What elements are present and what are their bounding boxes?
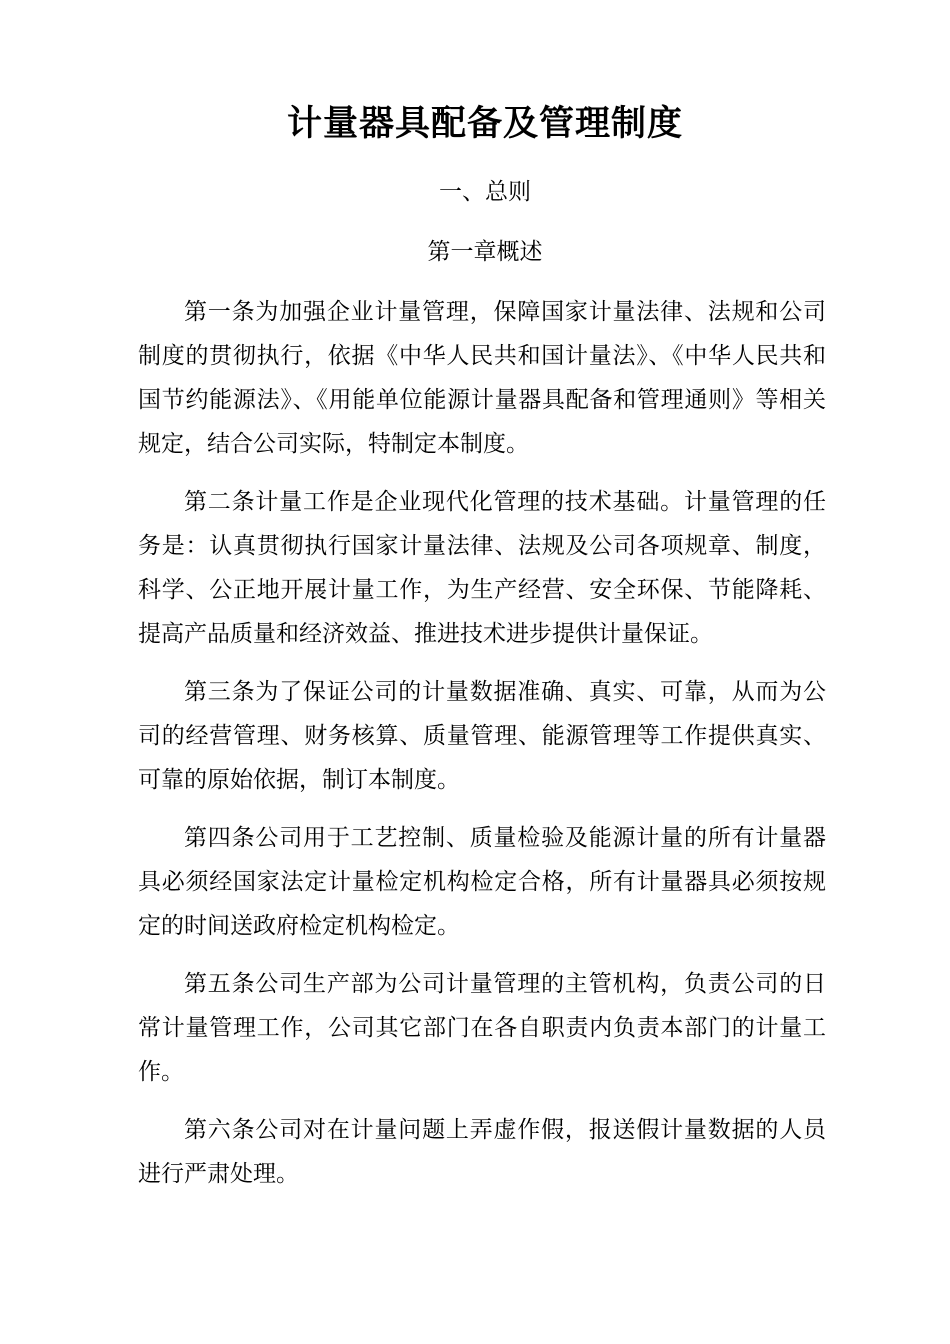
document-title: 计量器具配备及管理制度 bbox=[286, 104, 683, 144]
article-list bbox=[138, 290, 826, 1210]
article-4: 第四条公司用于工艺控制、质量检验及能源计量的所有计量器具必须经国家法定计量检定机构检定合格，所有计量器具必须按规定的时间送政府检定机构检定。 bbox=[138, 825, 826, 939]
article-5: 第五条公司生产部为公司计量管理的主管机构，负责公司的日常计量管理工作，公司其它部门在各自职责内负责本部门的计量工作。 bbox=[138, 971, 826, 1085]
article-2: 第二条计量工作是企业现代化管理的技术基础。计量管理的任务是：认真贯彻执行国家计量法律、法规及公司各项规章、制度，科学、公正地开展计量工作，为生产经营、安全环保、节能降耗、提高产品质量和经济效益、推进技术进步提供计量保证。 bbox=[138, 489, 826, 647]
section-heading: 一、总则 bbox=[439, 179, 531, 205]
article-3: 第三条为了保证公司的计量数据准确、真实、可靠，从而为公司的经营管理、财务核算、质量管理、能源管理等工作提供真实、可靠的原始依据，制订本制度。 bbox=[138, 679, 826, 793]
article-6: 第六条公司对在计量问题上弄虚作假，报送假计量数据的人员进行严肃处理。 bbox=[138, 1117, 826, 1187]
article-1: 第一条为加强企业计量管理，保障国家计量法律、法规和公司制度的贯彻执行，依据《中华人民共和国计量法》、《中华人民共和国节约能源法》、《用能单位能源计量器具配备和管理通则》等相关规定，结合公司实际，特制定本制度。 bbox=[138, 299, 826, 457]
chapter-heading: 第一章概述 bbox=[427, 239, 543, 265]
